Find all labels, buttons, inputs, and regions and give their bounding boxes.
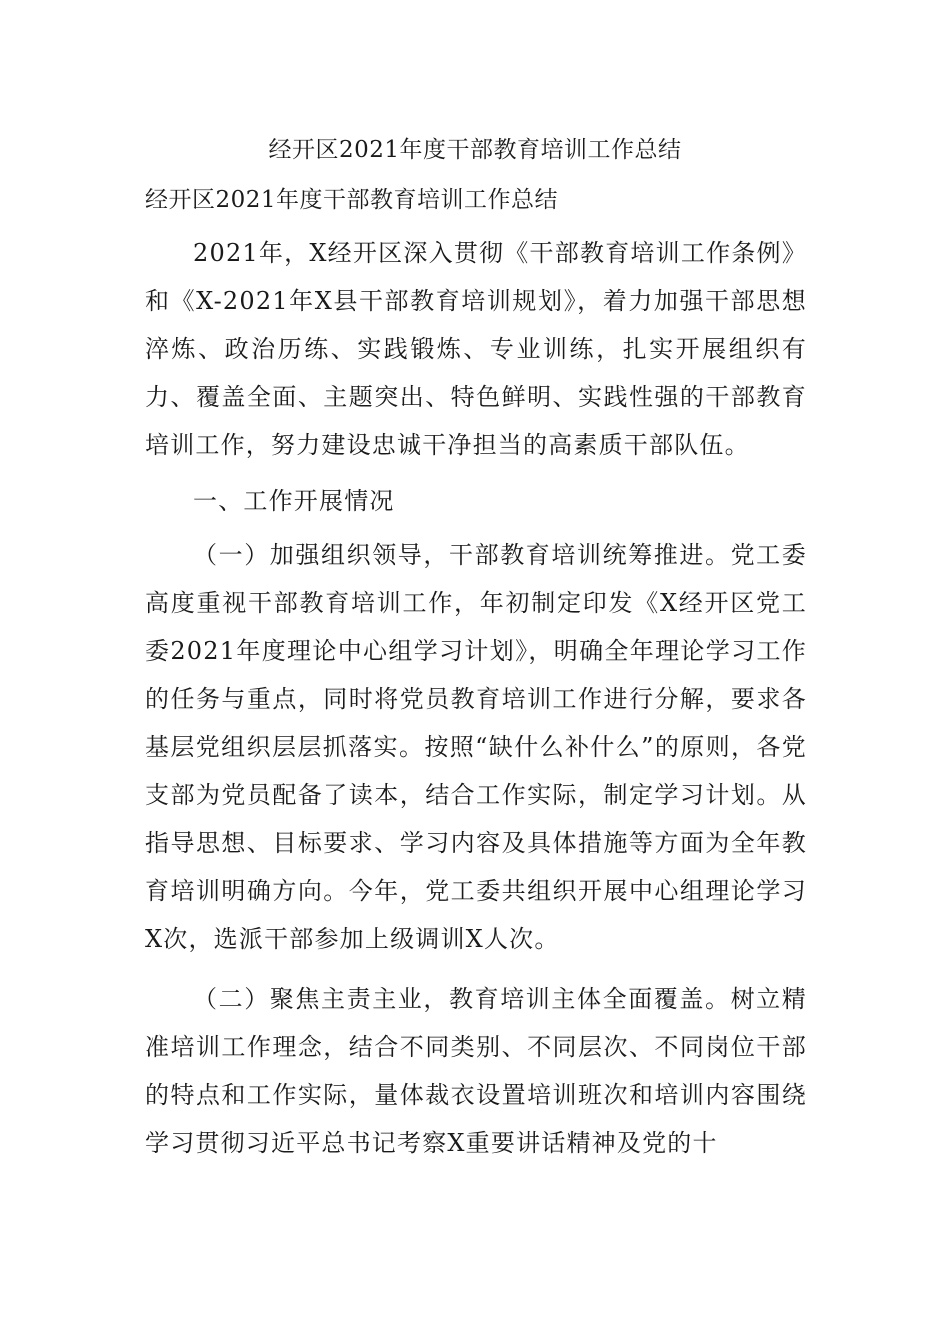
document-title: 经开区2021年度干部教育培训工作总结 [268, 137, 682, 163]
section-heading: 一、工作开展情况 [193, 487, 395, 515]
paragraph-section-2: （二）聚焦主责主业，教育培训主体全面覆盖。树立精准培训工作理念，结合不同类别、不同层次、不同岗位干部的特点和工作实际，量体裁衣设置培训班次和培训内容围绕学习贯彻习近平总书记考察X重要讲话精神及党的十 [145, 985, 807, 1157]
paragraph-intro: 2021年，X经开区深入贯彻《干部教育培训工作条例》和《X-2021年X县干部教育培训规划》，着力加强干部思想淬炼、政治历练、实践锻炼、专业训练，扎实开展组织有力、覆盖全面、主题突出、特色鲜明、实践性强的干部教育培训工作，努力建设忠诚干净担当的高素质干部队伍。 [145, 239, 807, 459]
paragraph-section-1: （一）加强组织领导，干部教育培训统筹推进。党工委高度重视干部教育培训工作，年初制定印发《X经开区党工委2021年度理论中心组学习计划》，明确全年理论学习工作的任务与重点，同时将党员教育培训工作进行分解，要求各基层党组织层层抓落实。按照“缺什么补什么”的原则，各党支部为党员配备了读本，结合工作实际，制定学习计划。从指导思想、目标要求、学习内容及具体措施等方面为全年教育培训明确方向。今年，党工委共组织开展中心组理论学习X次，选派干部参加上级调训X人次。 [145, 541, 807, 953]
document-subtitle: 经开区2021年度干部教育培训工作总结 [145, 187, 559, 213]
document-body [145, 229, 807, 1167]
